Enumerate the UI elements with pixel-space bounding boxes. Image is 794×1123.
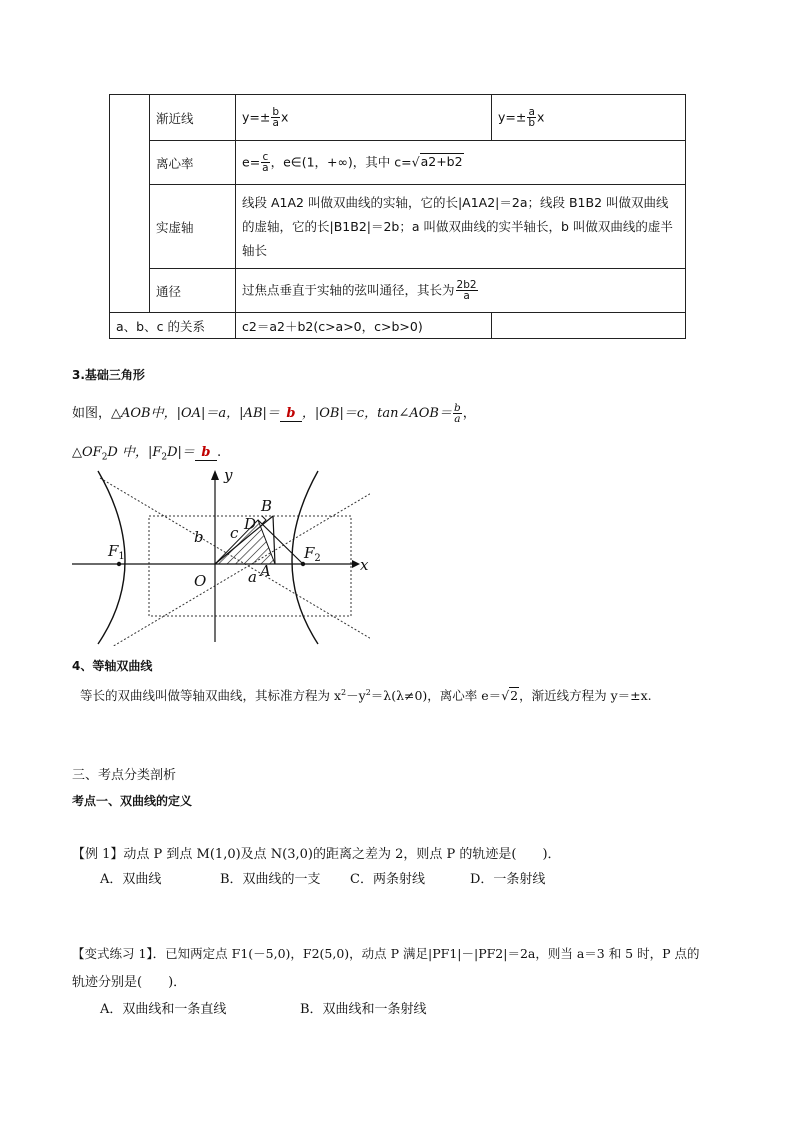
label-F2: $F_2$ <box>304 544 321 564</box>
label-B: B <box>261 497 273 515</box>
section4-text: 等长的双曲线叫做等轴双曲线，其标准方程为 $x^2-y^2=\lambda(\lambda\ne 0)$，离心率 e＝√2，渐近线方程为 y＝±x. <box>80 687 652 703</box>
label-O: O <box>194 572 207 590</box>
label-a: a <box>248 568 257 586</box>
table-row-latus-rectum <box>110 269 686 313</box>
segment-AB <box>273 516 275 564</box>
label-b: b <box>194 528 204 546</box>
label-x: x <box>360 556 369 574</box>
part3-title: 三、考点分类剖析 <box>72 768 177 783</box>
empty-cell <box>492 313 686 339</box>
table-row-abc-relation <box>110 313 686 339</box>
answer-blank-f2d: b <box>195 445 217 461</box>
variant1-line1: 【变式练习 1】．已知两定点 F1(－5,0)，F2(5,0)，动点 P 满足|PF1|－|PF2|＝2a，则当 a＝3 和 5 时，P 点的 <box>72 946 700 961</box>
asymptote-formula-2: y=± $\frac{a}{b}$ x <box>492 95 686 141</box>
table-row-eccentricity <box>110 141 686 185</box>
point-F1 <box>117 562 121 566</box>
label-D: D <box>244 515 257 533</box>
topic1-title: 考点一、双曲线的定义 <box>72 794 193 808</box>
example1-option-b: B．双曲线的一支 <box>220 872 321 887</box>
y-axis-arrow <box>211 470 219 480</box>
abc-relation-value: c2＝a2＋b2(c>a>0，c>b>0) <box>236 313 492 339</box>
asymptote-formula-1: y=± $\frac{b}{a}$ x <box>236 95 492 141</box>
row-label: 离心率 <box>150 141 236 185</box>
label-A: A <box>260 562 271 580</box>
variant1-line2: 轨迹分别是( )． <box>72 975 187 990</box>
x-axis-arrow <box>352 560 360 568</box>
row-label: a、b、c 的关系 <box>110 313 236 339</box>
row-label: 渐近线 <box>150 95 236 141</box>
table-row-axes <box>110 185 686 269</box>
hyperbola-properties-table <box>109 94 686 339</box>
axes-description: 线段 A1A2 叫做双曲线的实轴，它的长|A1A2|＝2a；线段 B1B2 叫做双曲线的虚轴，它的长|B1B2|＝2b；a 叫做双曲线的实半轴长，b 叫做双曲线的虚半轴长 <box>236 185 686 269</box>
section3-line2: $\triangle OF_2D$ 中，$|F_2D|= b$ . <box>72 445 222 463</box>
latus-rectum-description: 过焦点垂直于实轴的弦叫通径，其长为 $\frac{2b2}{a}$ <box>236 269 686 313</box>
section4-title: 4、等轴双曲线 <box>72 659 153 673</box>
merged-blank-cell <box>110 95 150 313</box>
example1-option-d: D．一条射线 <box>470 872 546 887</box>
label-c: c <box>230 524 239 542</box>
example1-option-c: C．两条射线 <box>350 872 425 887</box>
label-F1: $F_1$ <box>108 542 125 562</box>
table-row-asymptote <box>110 95 686 141</box>
answer-blank-ab: b <box>280 406 302 422</box>
point-F2 <box>301 562 305 566</box>
section3-line1: 如图，△AOB中，|OA|＝a，|AB|＝ b ，|OB|＝c，tan∠AOB＝ $\frac{b}{a}$ ， <box>72 401 476 425</box>
example1-question: 【例 1】动点 P 到点 M(1,0)及点 N(3,0)的距离之差为 2，则点 P 的轨迹是( )． <box>72 847 561 862</box>
variant1-option-a: A．双曲线和一条直线 <box>100 1002 227 1017</box>
row-label: 通径 <box>150 269 236 313</box>
example1-option-a: A．双曲线 <box>100 872 162 887</box>
section3-title: 3.基础三角形 <box>72 368 145 382</box>
eccentricity-formula: e= $\frac{c}{a}$ ，e∈(1，+∞)，其中 c=√a2+b2 <box>236 141 686 185</box>
label-y: y <box>224 466 233 484</box>
hyperbola-diagram <box>70 466 370 646</box>
row-label: 实虚轴 <box>150 185 236 269</box>
variant1-option-b: B．双曲线和一条射线 <box>300 1002 427 1017</box>
